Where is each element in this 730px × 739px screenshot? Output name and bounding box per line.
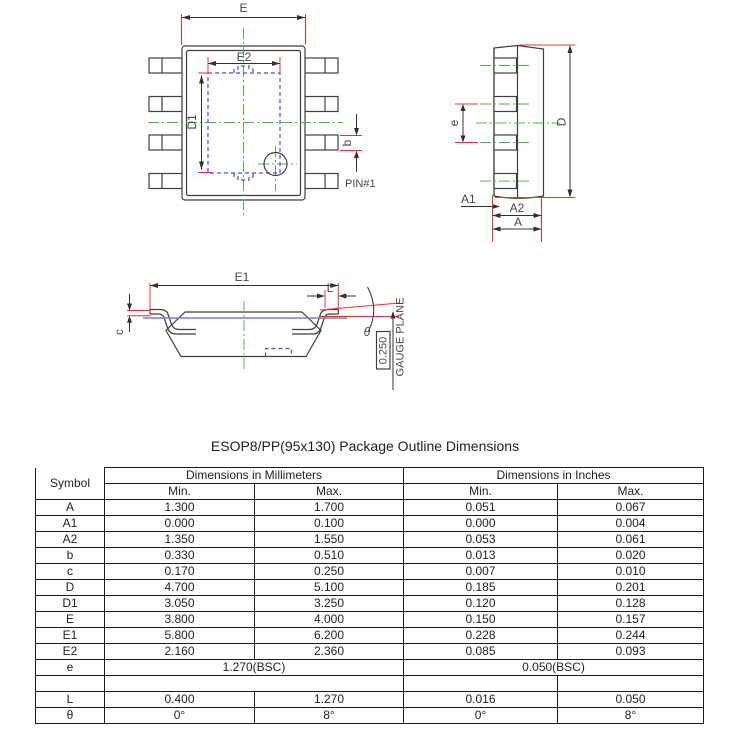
- value-cell: 3.800: [105, 612, 255, 628]
- value-cell: 1.350: [105, 532, 255, 548]
- value-cell: 0.085: [404, 644, 558, 660]
- dim-label-E2: E2: [236, 50, 252, 64]
- symbol-cell: E2: [36, 644, 105, 660]
- value-cell: 0.010: [558, 564, 704, 580]
- value-cell: 0.000: [404, 516, 558, 532]
- dim-label-A: A: [513, 215, 523, 229]
- mm-min-header: Min.: [105, 484, 255, 500]
- value-cell: 1.270(BSC): [105, 660, 404, 676]
- symbol-cell: E1: [36, 628, 105, 644]
- value-cell: 0.157: [558, 612, 704, 628]
- dimension-c: [112, 294, 151, 335]
- dim-label-L: L: [326, 281, 334, 295]
- value-cell: 8°: [255, 708, 404, 724]
- table-row: [36, 500, 704, 516]
- dimension-e-pitch: [447, 104, 478, 143]
- symbol-cell: b: [36, 548, 105, 564]
- value-cell: 5.800: [105, 628, 255, 644]
- value-cell: 2.360: [255, 644, 404, 660]
- value-cell: 0.150: [404, 612, 558, 628]
- dimensions-table-head: [36, 468, 704, 500]
- value-cell: 0.330: [105, 548, 255, 564]
- value-cell: 8°: [558, 708, 704, 724]
- value-cell: [558, 676, 704, 692]
- value-cell: 0.228: [404, 628, 558, 644]
- mm-header: Dimensions in Millimeters: [105, 468, 404, 484]
- dim-label-E1: E1: [234, 270, 250, 284]
- dim-label-A1: A1: [461, 192, 476, 206]
- symbol-cell: E: [36, 612, 105, 628]
- value-cell: 0.185: [404, 580, 558, 596]
- inch-min-header: Min.: [404, 484, 558, 500]
- table-row: [36, 660, 704, 676]
- value-cell: 0.050(BSC): [404, 660, 704, 676]
- inch-header: Dimensions in Inches: [404, 468, 704, 484]
- value-cell: 1.300: [105, 500, 255, 516]
- value-cell: 0.053: [404, 532, 558, 548]
- table-row: [36, 708, 704, 724]
- dim-label-D1: D1: [185, 114, 199, 130]
- dim-label-c: c: [112, 329, 126, 335]
- symbol-cell: A: [36, 500, 105, 516]
- symbol-header: Symbol: [36, 468, 105, 500]
- dimensions-table: [35, 467, 704, 724]
- dim-label-A2: A2: [509, 201, 525, 215]
- symbol-cell: c: [36, 564, 105, 580]
- value-cell: 5.100: [255, 580, 404, 596]
- value-cell: 0.201: [558, 580, 704, 596]
- value-cell: 4.700: [105, 580, 255, 596]
- value-cell: 0.244: [558, 628, 704, 644]
- dimensions-table-body: [36, 500, 704, 724]
- value-cell: 0.050: [558, 692, 704, 708]
- value-cell: 1.550: [255, 532, 404, 548]
- dim-label-D: D: [554, 117, 569, 127]
- value-cell: 0.004: [558, 516, 704, 532]
- symbol-cell: A2: [36, 532, 105, 548]
- value-cell: 0.061: [558, 532, 704, 548]
- value-cell: 0.170: [105, 564, 255, 580]
- value-cell: 0.020: [558, 548, 704, 564]
- value-cell: 1.270: [255, 692, 404, 708]
- side-view: [447, 45, 575, 242]
- dim-label-E: E: [239, 1, 248, 15]
- value-cell: 0°: [105, 708, 255, 724]
- symbol-cell: D: [36, 580, 105, 596]
- value-cell: 0.067: [558, 500, 704, 516]
- value-cell: 6.200: [255, 628, 404, 644]
- symbol-cell: D1: [36, 596, 105, 612]
- value-cell: 0.051: [404, 500, 558, 516]
- value-cell: 0.016: [404, 692, 558, 708]
- value-cell: 4.000: [255, 612, 404, 628]
- value-cell: 1.700: [255, 500, 404, 516]
- top-view: [148, 1, 376, 218]
- value-cell: 0.100: [255, 516, 404, 532]
- gauge-offset-value: 0.250: [377, 336, 390, 365]
- value-cell: 0.120: [404, 596, 558, 612]
- table-row: [36, 596, 704, 612]
- mm-max-header: Max.: [255, 484, 404, 500]
- table-empty-row: [36, 676, 704, 692]
- side-view-body: [494, 46, 544, 199]
- value-cell: 0.013: [404, 548, 558, 564]
- symbol-cell: A1: [36, 516, 105, 532]
- dim-label-e: e: [447, 119, 461, 127]
- page-title: ESOP8/PP(95x130) Package Outline Dimensions: [210, 438, 520, 454]
- value-cell: 0.000: [105, 516, 255, 532]
- value-cell: 3.250: [255, 596, 404, 612]
- value-cell: [105, 676, 404, 692]
- value-cell: 0.007: [404, 564, 558, 580]
- value-cell: 0.400: [105, 692, 255, 708]
- table-row: [36, 628, 704, 644]
- gauge-plane-label: GAUGE PLANE: [394, 297, 407, 377]
- symbol-cell: L: [36, 692, 105, 708]
- table-row: [36, 548, 704, 564]
- dim-label-b: b: [340, 139, 354, 147]
- table-row: [36, 516, 704, 532]
- value-cell: 3.050: [105, 596, 255, 612]
- inch-max-header: Max.: [558, 484, 704, 500]
- table-row: [36, 532, 704, 548]
- symbol-cell: e: [36, 660, 105, 676]
- value-cell: 0.510: [255, 548, 404, 564]
- value-cell: 0.250: [255, 564, 404, 580]
- pin1-label: PIN#1: [345, 178, 376, 190]
- value-cell: 0°: [404, 708, 558, 724]
- table-row: [36, 580, 704, 596]
- value-cell: 2.160: [105, 644, 255, 660]
- value-cell: [404, 676, 558, 692]
- value-cell: 0.093: [558, 644, 704, 660]
- symbol-cell: [36, 676, 105, 692]
- symbol-cell: θ: [36, 708, 105, 724]
- table-row: [36, 692, 704, 708]
- table-row: [36, 564, 704, 580]
- table-row: [36, 612, 704, 628]
- dim-label-theta: θ: [363, 325, 371, 339]
- front-view: [112, 270, 407, 390]
- dimension-b: [340, 114, 362, 172]
- gauge-plane-callout: [377, 298, 407, 390]
- table-row: [36, 644, 704, 660]
- value-cell: 0.128: [558, 596, 704, 612]
